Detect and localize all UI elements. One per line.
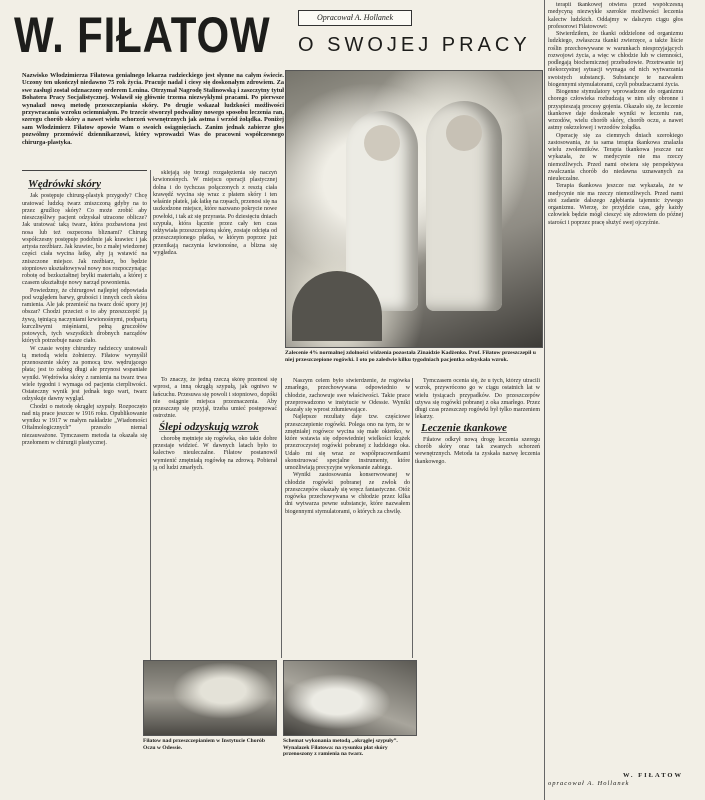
- paragraph: Naszym celem było stwierdzenie, że rogówka zmarłego, przechowywana odpowiednio w chłodzie, zachowuje swe właściwości. Takie prace przeprowadzono w instytucie w Odessie. Wyniki okazały się wprost zdumiewające.: [285, 378, 410, 413]
- column-rule: [281, 378, 282, 658]
- paragraph: terapii tkankowej otwiera przed współczesną medycyną niezwykle szerokie możliwości leczenia kalectw ludzkich. Oddajmy w dalszym ciągu głos profesorowi Fiłatowowi:: [548, 2, 683, 30]
- paragraph: W czasie wojny chirurdzy radzieccy uratowali tą metodą wielu żołnierzy. Fiłatow wymyślił przenoszenie skóry za pomocą tzw. wędrującego płata; jest to zabieg długi ale przynosi wspaniałe wyniki. Wędrówka skóry z ramienia na twarz trwa wiele tygodni i wymaga od pacjenta cierpliwości. Ostateczny wynik jest jednak tego wart, twarz odzyskuje dawny wygląd.: [22, 345, 147, 403]
- paragraph: Tymczasem ocenia się, że u tych, którzy utracili wzrok, przywrócono go w ciągu ostatnich lat w wielu tysiącach przypadków. Do przeszczepów używa się rogówki pobranej z oka zmarłego. Przez długi czas przeszczep rogówki był tylko marzeniem lekarzy.: [415, 378, 540, 421]
- bottom-photo-right: [283, 660, 417, 736]
- paragraph: Stwierdziłem, że tkanki oddzielone od organizmu ludzkiego, zwłaszcza tkanki zwierzęce, a także liście roślin przechowywane w warunkach niesprzyjających rozwojowi życia, a więc w chłodzie lub w ciemności, podlegają biochemicznej przebudowie. Przetrwanie tej niekorzystnej sytuacji wymaga od nich wytwarzania swoistych substancji. Substancje te nazwałem biogennymi stymulatorami, czyli pobudzaczami życia.: [548, 31, 683, 88]
- editor-credit: opracował A. Hollanek: [548, 780, 630, 787]
- column-2-bottom: [153, 377, 277, 583]
- bottom-caption-right: Schemat wykonania metodą „okrągłej szypuły”. Wynalazek Fiłatowa: na rysunku płat skóry przenoszony z ramienia na twarz.: [283, 738, 398, 757]
- head-shape: [446, 115, 482, 151]
- main-photo-caption: Zalecenie 4% normalnej zdolności widzenia pozostała Zinaidzie Kadżenko. Prof. Fiłatow przeszczepił u niej przeszczepione rogówki. I oto po zaledwie kilku tygodniach pacjentka odzyskała wzrok.: [285, 350, 536, 363]
- article-subtitle: O SWOJEJ PRACY: [298, 34, 531, 56]
- paragraph: Operację się za ciemnych dniach szerokiego zastosowania, że ta sama terapia tkankowa znalazła wielu zwolenników. Terapia tkankowa jeszcze raz wykazała, że w medycynie nie ma rzeczy niemożliwych. Przed nami otwiera się perspektywa zwalczania chorób do niedawna uznawanych za nieuleczalne.: [548, 132, 683, 182]
- bottom-caption-left: Fiłatow nad przeszczepianiem w Instytucie Chorób Oczu w Odessie.: [143, 738, 265, 751]
- head-shape: [364, 125, 400, 161]
- paragraph: Biogenne stymulatory wprowadzone do organizmu chorego człowieka rozbudzają w nim siły obronne i przyspieszają procesy gojenia. Okazało się, że leczenie tkankowe daje doskonałe wyniki w leczeniu ran, wrzodów, wielu chorób skóry, chorób oczu, a nawet astmy oskrzelowej i wrzodów żołądka.: [548, 89, 683, 132]
- byline-box: Opracował A. Hollanek: [298, 10, 412, 26]
- paragraph: Terapia tkankowa jeszcze raz wykazała, że w medycynie nie ma rzeczy niemożliwych. Przed nami stoi zadanie dalszego zgłębiania tajemnic żywego organizmu. Wierzę, że przyjdzie czas, gdy każdy człowiek będzie mógł cieszyć się zdrowiem do późnej starości i poprzez pracę służyć swej ojczyźnie.: [548, 183, 683, 226]
- column-2-top: [153, 170, 277, 376]
- paragraph: chorobę mętnieje się rogówka, oko takie dobre przestaje widzieć. W dawnych latach było to kalectwo nieuleczalne. Fiłatow postanowił wymienić zmętniałą rogówkę na zdrową. Pobierał ją od ludzi zmarłych.: [153, 435, 277, 471]
- bottom-photo-left: [143, 660, 277, 736]
- signature: [548, 772, 683, 788]
- article-title: W. FIŁATOW: [14, 7, 271, 63]
- paragraph: Jak postępuje chirurg-plastyk przygody? Chcę uratować ludzką twarz zniszczoną gdyby na to przez gruźlicę skóry? Co może zrobić aby nieszczęśliwy pacjent odzyskał utracone oblicze? Jak uratować taką twarz, która pozbawiona jest nosa lub też oszpecona bliznami? Chirurg współczesny postępuje podobnie jak krawiec i jak artysta rzeźbiarz. Jak krawiec, bo z małej wiedzenej części ciała wycina łatkę, aby ją wstawić na zniszczone miejsce. Jak rzeźbiarz, bo będzie stopniowo ukształtowywał nowy nos rozpoczynając robotę od bezkształtnej bryłki materiału, a której z czasem ukształtuje nowy narząd powonienia.: [22, 193, 147, 287]
- paragraph: Fiłatow odkrył nową drogę leczenia szeregu chorób skóry oraz tak zwanych schorzeń wewnętrznych. Metoda ta zyskała nazwę leczenia tkankowego.: [415, 436, 540, 465]
- paragraph: Chodzi o metodę okrągłej szypuły. Rozpoczęto nad nią prace jeszcze w 1916 roku. Opublikowanie wyniku w 1917 w małym nakładzie „Wiadomości Oftalmologicznych” przeszło niemal niezauważone. Tymczasem metoda ta okazała się przełomem w chirurgii plastycznej.: [22, 403, 147, 446]
- column-1: [22, 178, 147, 756]
- author-name: W. FIŁATOW: [623, 772, 683, 779]
- paragraph: sklejają się brzegi rozgałęzienia się naczyń krwionośnych. W miejscu operacji plastycznej dolna i do tychczas połączonych z resztą ciała krawędź wycina się wraz z płatem skóry i ten właśnie płatek, jak łatkę na rzęsach, przenosi się na uszkodzone miejsce, które nazwano pokrycie nowe powłoki, i tak aż się przyrasta. Po dziesięciu dniach szypuła, która łącznie przez cały ten czas odżywiała przeszczepioną skórę, zostaje odcięta od przeszczepionego płatka, w którym poprzez już przenikają naczynia krwionośne, a blizna się wygładza.: [153, 170, 277, 256]
- column-5: [548, 2, 683, 772]
- lead-paragraph: Nazwisko Włodzimierza Fiłatowa genialnego lekarza radzieckiego jest słynne na całym świecie. Uczony ten ukończył niedawno 75 rok życia. Pracuje nadal i ciesy się doskonałym zdrowiem. Za swe zasługi został odznaczony orderem Lenina. Otrzymał Nagrodę Stalinowską i zaszczytny tytuł Bohatera Pracy Socjalistycznej. Wsławił się głównie trzema niezwykłymi pracami. Po pierwsze wynalazł nową metodę przeszczepiania skóry. Po drugie wskazał ludzkości możliwości przywracania wzroku ociemniałym. Po trzecie stworzył podwaliny nowego sposobu leczenia ran, szeregu chorób skóry a nawet wielu schorzeń wewnętrznych jak astma i wrzód żołądka. Poniżej sam Włodzimierz Fiłatow opowie Wam o swoich osiągnięciach. Zanim jednak zabierze głos pozwólmy przemówić dziennikarzowi, który wprowadzi Was do pracowni współczesnego chirurga-plastyka.: [22, 72, 284, 146]
- section-heading-sight: Ślepi odzyskują wzrok: [159, 420, 259, 433]
- main-photo: [285, 70, 543, 348]
- paragraph: Najlepsze rezultaty daje tzw. częściowe przeszczepienie rogówki. Polega ono na tym, że w zmętniałej rogówce wycina się małe okienko, w które wstawia się odpowiedniej wielkości krążek przezroczystej rogówki pobranej z ludzkiego oka. Udało mi się wraz ze współpracownikami skonstruować specjalne instrumenty, które umożliwiają precyzyjne wykonanie zabiegu.: [285, 414, 410, 471]
- column-rule: [544, 0, 545, 800]
- column-rule: [412, 378, 413, 658]
- divider: [22, 170, 147, 171]
- section-heading-tissue: Leczenie tkankowe: [421, 421, 507, 434]
- section-heading-skin: Wędrówki skóry: [28, 178, 102, 190]
- paragraph: To znaczy, że jedną rzeczą skórę przenosi się wprost, a inną okrągłą szypułą, jak ogniwo w łańcuchu. Przesuwa się powoli i stopniowo, dopóki nie osiągnie miejsca przeznaczenia. Aby przeszczep się przyjął, trzeba umieć postępować ostrożnie.: [153, 377, 277, 420]
- paragraph: Powiedzmy, że chirurgowi najlepiej odpowiada pod względem barwy, grubości i innych cech skóra ramienia. Ale jak przenieść na twarz dość spory jej obszar? Chodzi przecież o to aby przeszczepić ją żywą, tętniącą naczyniami krwionośnymi, podpartą kurczliwymi mięśniami, pełną gruczołów potowych, tych wszystkich drobnych narządów których potrzebuje nasze ciało.: [22, 287, 147, 345]
- paragraph: Wyniki zastosowania konserwowanej w chłodzie rogówki pobranej ze zwłok do przeszczepów okazały się wręcz fantastyczne. Otóż rogówka przechowywana w chłodzie przez kilka dni wytwarza pewne substancje, które nazwałem biogennymi stymulatorami, o których za chwilę.: [285, 472, 410, 515]
- column-4: [415, 378, 540, 658]
- column-rule: [150, 170, 151, 660]
